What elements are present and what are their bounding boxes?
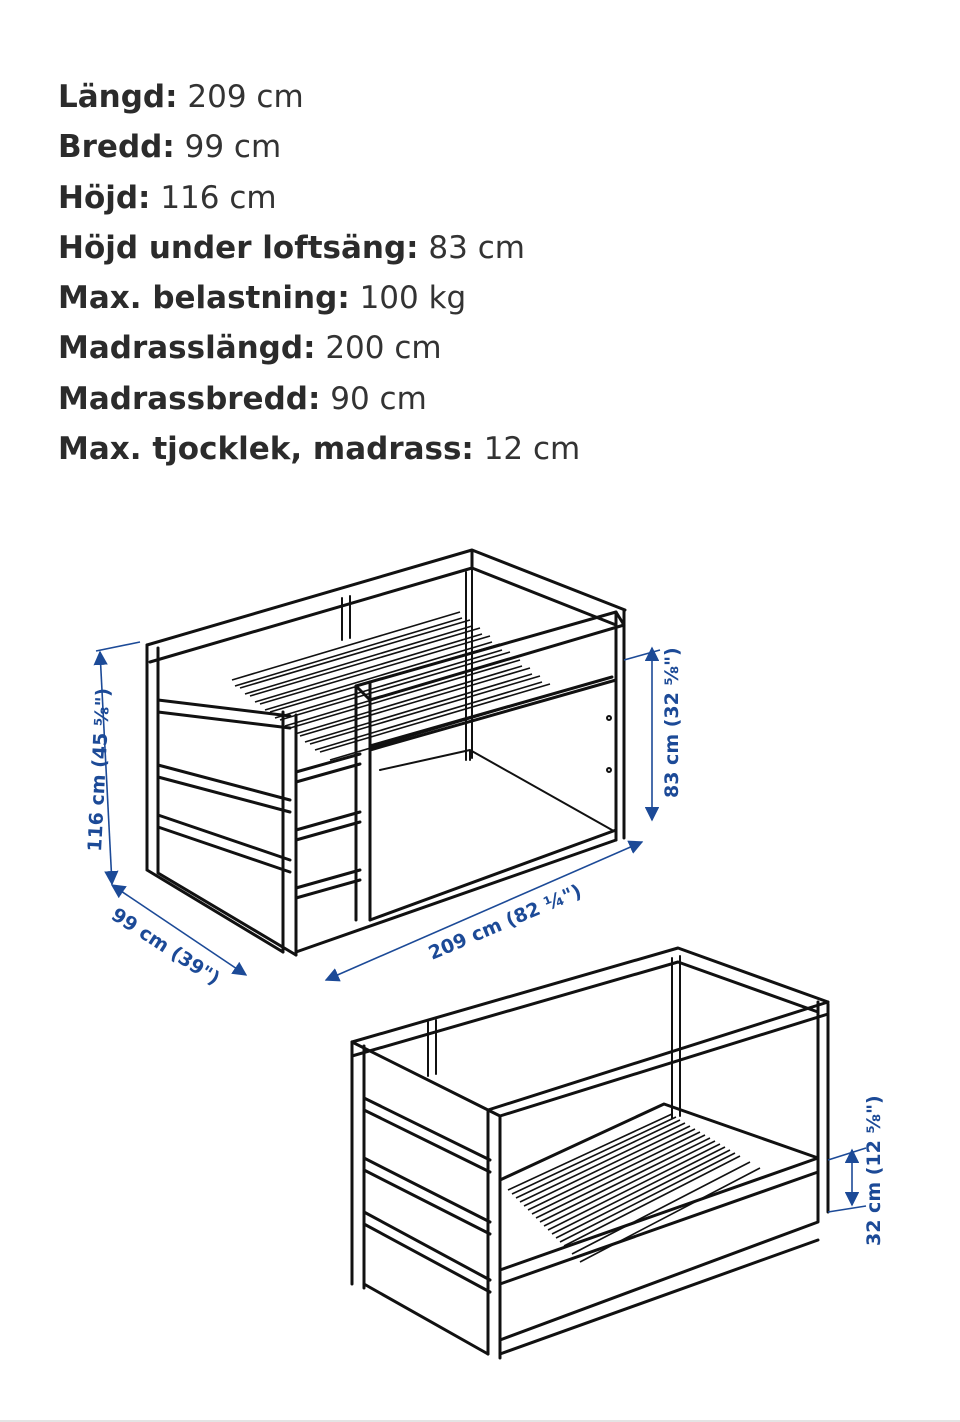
spec-length [58,72,580,122]
spec-mattress-thickness [58,424,580,474]
spec-mattress-length [58,323,580,373]
dimension-length-label: 209 cm (82 ¼") [425,880,585,965]
dimension-width-label: 99 cm (39") [107,903,224,990]
spec-height [58,173,580,223]
dimension-low-bed-label: 32 cm (12 ⅝") [863,1095,885,1246]
spec-height-under-loft [58,223,580,273]
spec-value: 99 cm [184,129,282,166]
spec-label: Längd: [58,79,178,115]
spec-label: Höjd under loftsäng: [58,229,419,266]
spec-max-load [58,273,580,323]
spec-width [58,122,580,172]
spec-label: Madrassbredd: [58,380,321,417]
dimension-low-bed [828,1095,885,1246]
spec-value: 90 cm [330,380,427,417]
spec-label: Max. tjocklek, madrass: [58,431,474,468]
dimension-height-label: 116 cm (45 ⅝") [84,687,115,853]
dimension-under-loft [624,647,683,820]
spec-value: 83 cm [428,229,525,266]
low-bed-slats [508,1114,760,1262]
bed-dimension-drawing [0,530,960,1422]
spec-label: Bredd: [58,129,175,166]
dimension-width [107,885,246,990]
spec-value: 116 cm [160,179,277,216]
dimension-under-loft-label: 83 cm (32 ⅝") [661,647,683,798]
spec-mattress-width [58,374,580,424]
spec-value: 209 cm [187,79,304,115]
dimension-length [326,842,642,980]
low-bed-illustration [352,948,828,1358]
spec-value: 100 kg [359,280,467,317]
spec-value: 200 cm [325,330,442,367]
dimension-height [84,642,140,884]
spec-label: Max. belastning: [58,280,350,317]
spec-label: Madrasslängd: [58,330,316,367]
spec-list [58,72,580,474]
spec-value: 12 cm [483,431,581,468]
spec-label: Höjd: [58,179,151,216]
